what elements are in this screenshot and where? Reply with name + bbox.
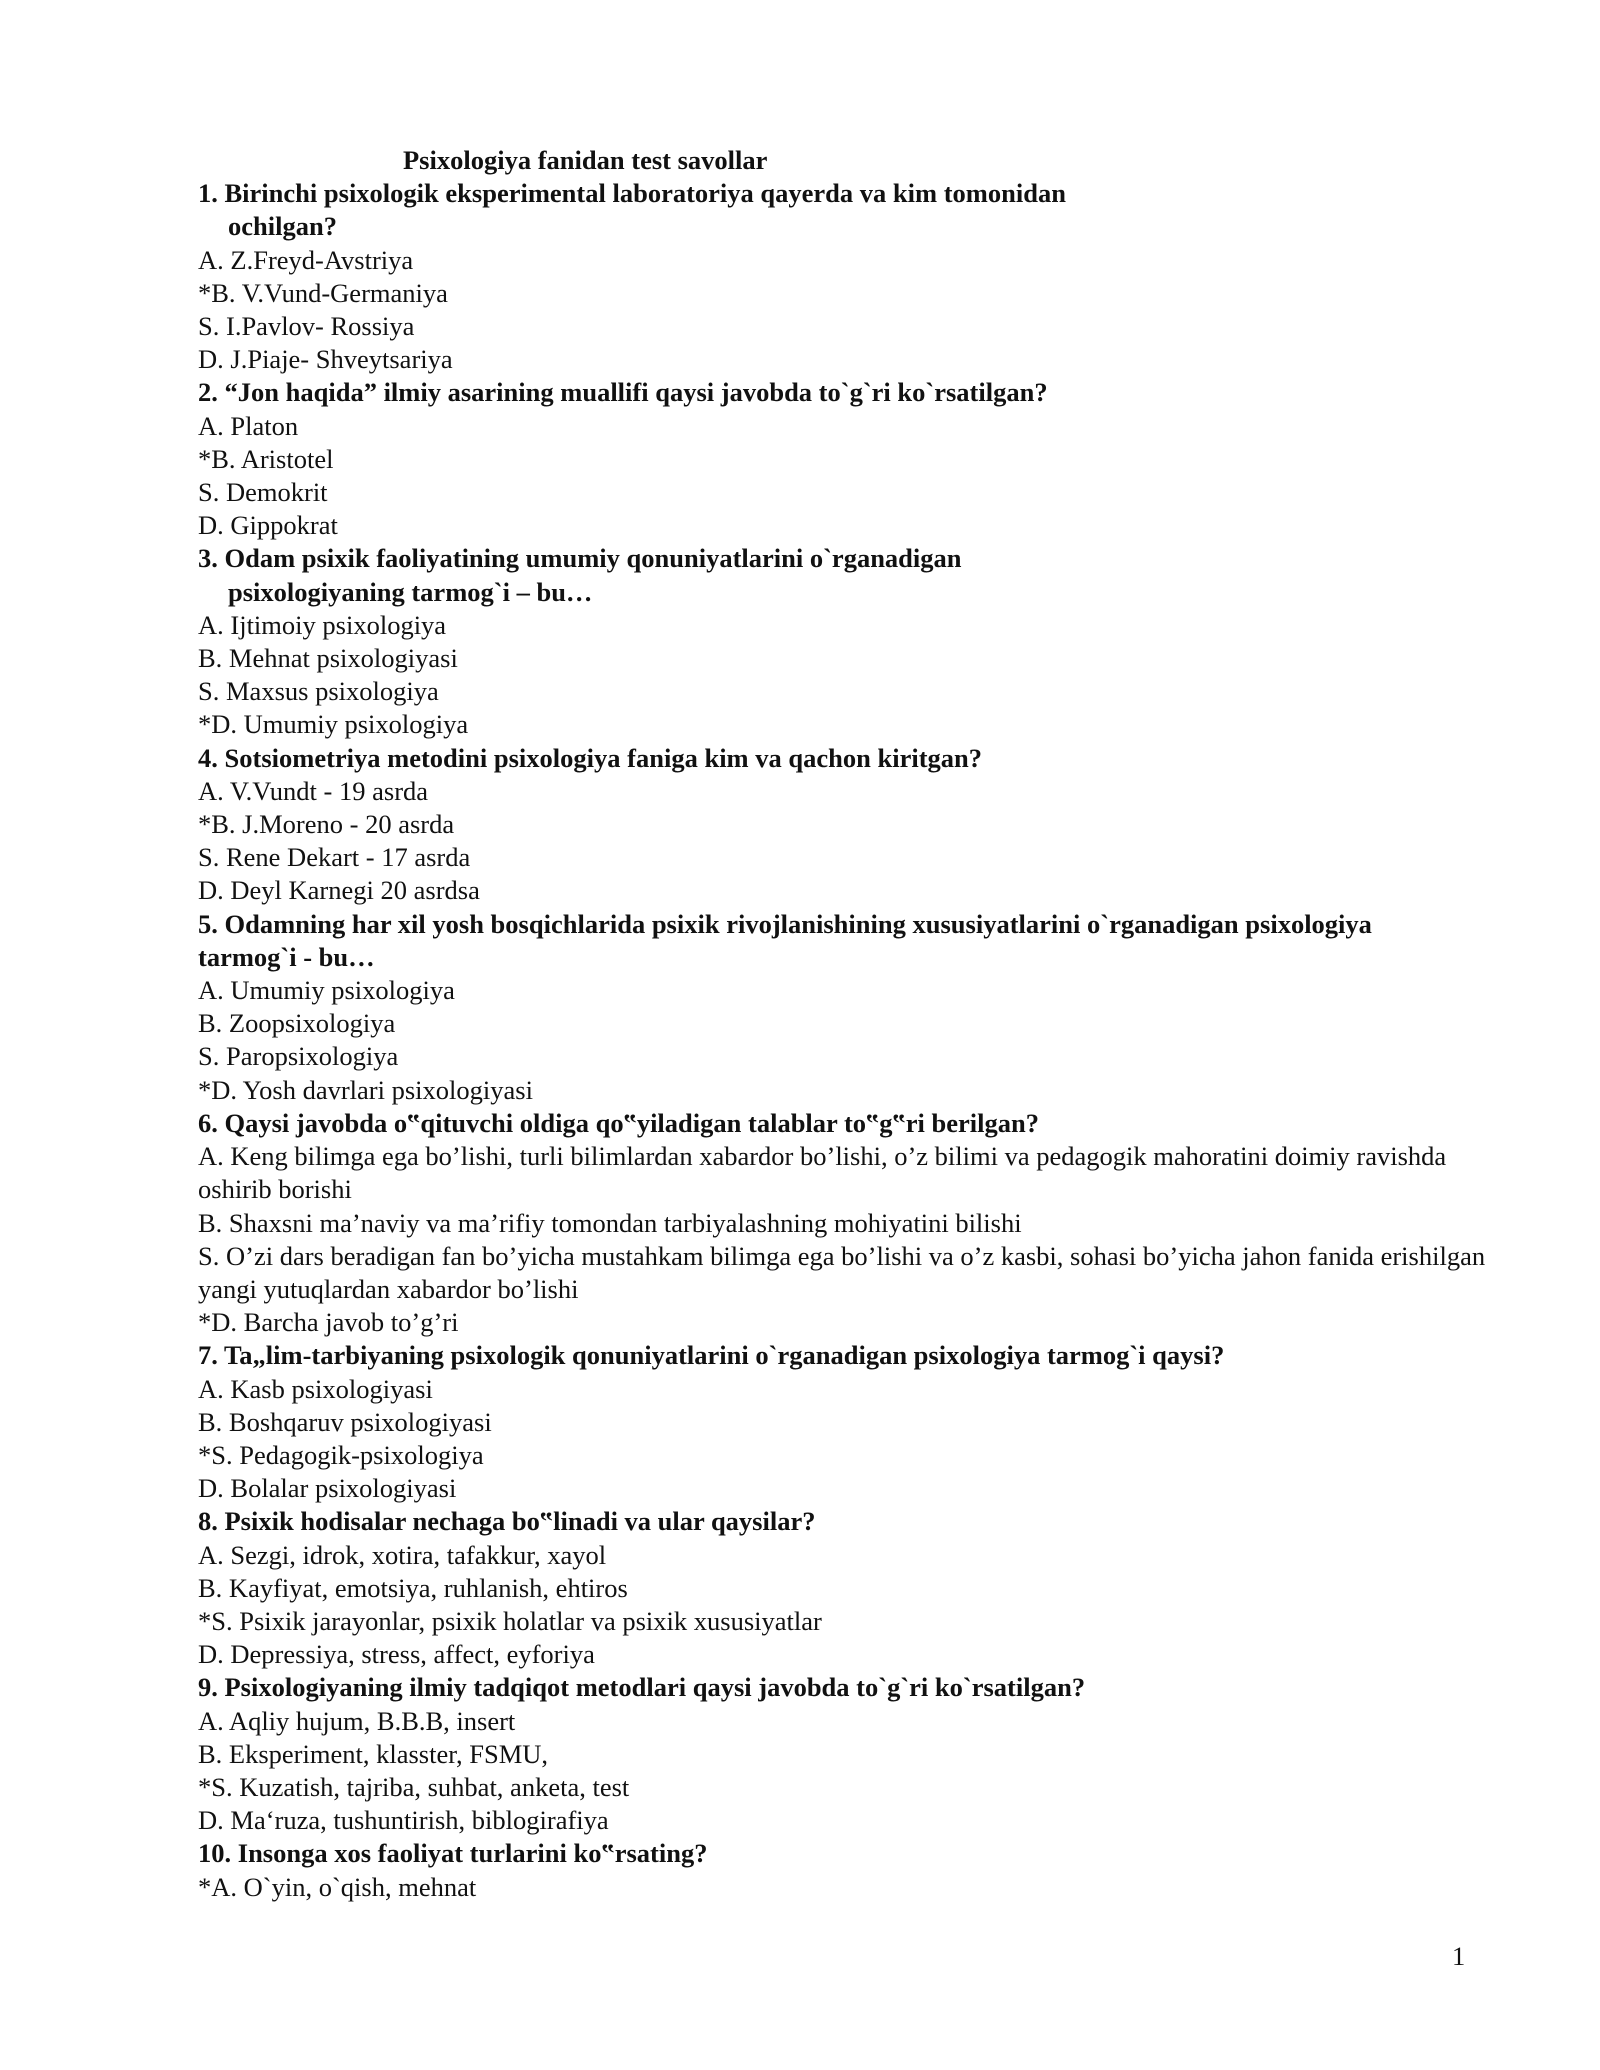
question-block xyxy=(198,1671,1488,1837)
answer-option: D. Depressiya, stress, affect, eyforiya xyxy=(198,1639,595,1670)
question-text-continuation: psixologiyaning tarmog`i – bu… xyxy=(228,576,593,607)
question-block xyxy=(198,1505,1488,1671)
answer-option: A. Sezgi, idrok, xotira, tafakkur, xayol xyxy=(198,1539,607,1570)
answer-option: S. Paropsixologiya xyxy=(198,1041,399,1072)
question-block xyxy=(198,742,1488,908)
question-block xyxy=(198,1339,1488,1505)
answer-option: A. Platon xyxy=(198,410,299,441)
answer-option: B. Eksperiment, klasster, FSMU, xyxy=(198,1738,549,1769)
answer-option: D. Deyl Karnegi 20 asrdsa xyxy=(198,875,480,906)
answer-option: A. V.Vundt - 19 asrda xyxy=(198,775,429,806)
question-block xyxy=(198,1107,1488,1339)
answer-option: D. Bolalar psixologiyasi xyxy=(198,1473,457,1504)
answer-option: S. Maxsus psixologiya xyxy=(198,676,439,707)
page-number: 1 xyxy=(1452,1941,1466,1971)
answer-option: *D. Yosh davrlari psixologiyasi xyxy=(198,1074,533,1105)
answer-option: A. Ijtimoiy psixologiya xyxy=(198,609,447,640)
question-text: 4. Sotsiometriya metodini psixologiya faniga kim va qachon kiritgan? xyxy=(198,742,983,773)
document-title: Psixologiya fanidan test savollar xyxy=(403,145,768,175)
answer-option: B. Kayfiyat, emotsiya, ruhlanish, ehtiros xyxy=(198,1572,628,1603)
answer-option: B. Mehnat psixologiyasi xyxy=(198,643,458,674)
answer-option: *A. O`yin, o`qish, mehnat xyxy=(198,1871,477,1902)
question-block xyxy=(198,542,1488,741)
answer-option: *S. Psixik jarayonlar, psixik holatlar va psixik xususiyatlar xyxy=(198,1605,822,1636)
answer-option: B. Boshqaruv psixologiyasi xyxy=(198,1406,492,1437)
answer-option: D. J.Piaje- Shveytsariya xyxy=(198,344,453,375)
answer-option: A. Z.Freyd-Avstriya xyxy=(198,244,414,275)
question-text: 5. Odamning har xil yosh bosqichlarida psixik rivojlanishining xususiyatlarini o`rganadigan psixologiya xyxy=(198,908,1372,939)
answer-option: B. Shaxsni ma’naviy va ma’rifiy tomondan tarbiyalashning mohiyatini bilishi xyxy=(198,1207,1022,1238)
question-text: 8. Psixik hodisalar nechaga bo‟linadi va ular qaysilar? xyxy=(198,1506,816,1537)
question-text-continuation: tarmog`i - bu… xyxy=(198,941,375,972)
question-list xyxy=(198,177,1488,1904)
question-block xyxy=(198,177,1488,376)
question-text: 6. Qaysi javobda o‟qituvchi oldiga qo‟yiladigan talablar to‟g‟ri berilgan? xyxy=(198,1107,1039,1138)
question-text-continuation: ochilgan? xyxy=(228,211,337,242)
answer-option: A. Kasb psixologiyasi xyxy=(198,1373,433,1404)
question-block xyxy=(198,908,1488,1107)
answer-option: *D. Barcha javob to’g’ri xyxy=(198,1307,459,1338)
question-text: 7. Ta„lim-tarbiyaning psixologik qonuniyatlarini o`rganadigan psixologiya tarmog`i qaysi? xyxy=(198,1340,1225,1371)
answer-option: D. Gippokrat xyxy=(198,510,338,541)
answer-option: *S. Pedagogik-psixologiya xyxy=(198,1439,484,1470)
answer-option: S. Demokrit xyxy=(198,477,328,508)
answer-option: *B. J.Moreno - 20 asrda xyxy=(198,809,455,840)
question-text: 1. Birinchi psixologik eksperimental laboratoriya qayerda va kim tomonidan xyxy=(198,178,1066,209)
answer-option: D. Ma‘ruza, tushuntirish, biblogirafiya xyxy=(198,1805,609,1836)
answer-option: S. O’zi dars beradigan fan bo’yicha mustahkam bilimga ega bo’lishi va o’z kasbi, sohasi bo’yicha jahon fanida erishilgan yangi yutuqlardan xabardor bo’lishi xyxy=(198,1240,1486,1304)
document-body xyxy=(198,144,1488,1904)
question-text: 2. “Jon haqida” ilmiy asarining muallifi qaysi javobda to`g`ri ko`rsatilgan? xyxy=(198,377,1048,408)
question-block xyxy=(198,376,1488,542)
question-text: 9. Psixologiyaning ilmiy tadqiqot metodlari qaysi javobda to`g`ri ko`rsatilgan? xyxy=(198,1672,1086,1703)
answer-option: B. Zoopsixologiya xyxy=(198,1008,396,1039)
answer-option: S. I.Pavlov- Rossiya xyxy=(198,311,415,342)
answer-option: *S. Kuzatish, tajriba, suhbat, anketa, test xyxy=(198,1771,630,1802)
question-block xyxy=(198,1837,1488,1903)
question-text: 10. Insonga xos faoliyat turlarini ko‟rsating? xyxy=(198,1838,708,1869)
answer-option: A. Aqliy hujum, B.B.B, insert xyxy=(198,1705,516,1736)
question-text: 3. Odam psixik faoliyatining umumiy qonuniyatlarini o`rganadigan xyxy=(198,543,962,574)
answer-option: *D. Umumiy psixologiya xyxy=(198,709,469,740)
answer-option: S. Rene Dekart - 17 asrda xyxy=(198,842,471,873)
answer-option: *B. V.Vund-Germaniya xyxy=(198,277,448,308)
answer-option: A. Keng bilimga ega bo’lishi, turli bilimlardan xabardor bo’lishi, o’z bilimi va pedagogik mahoratini doimiy ravishda oshirib borishi xyxy=(198,1141,1447,1205)
answer-option: *B. Aristotel xyxy=(198,443,334,474)
answer-option: A. Umumiy psixologiya xyxy=(198,975,455,1006)
